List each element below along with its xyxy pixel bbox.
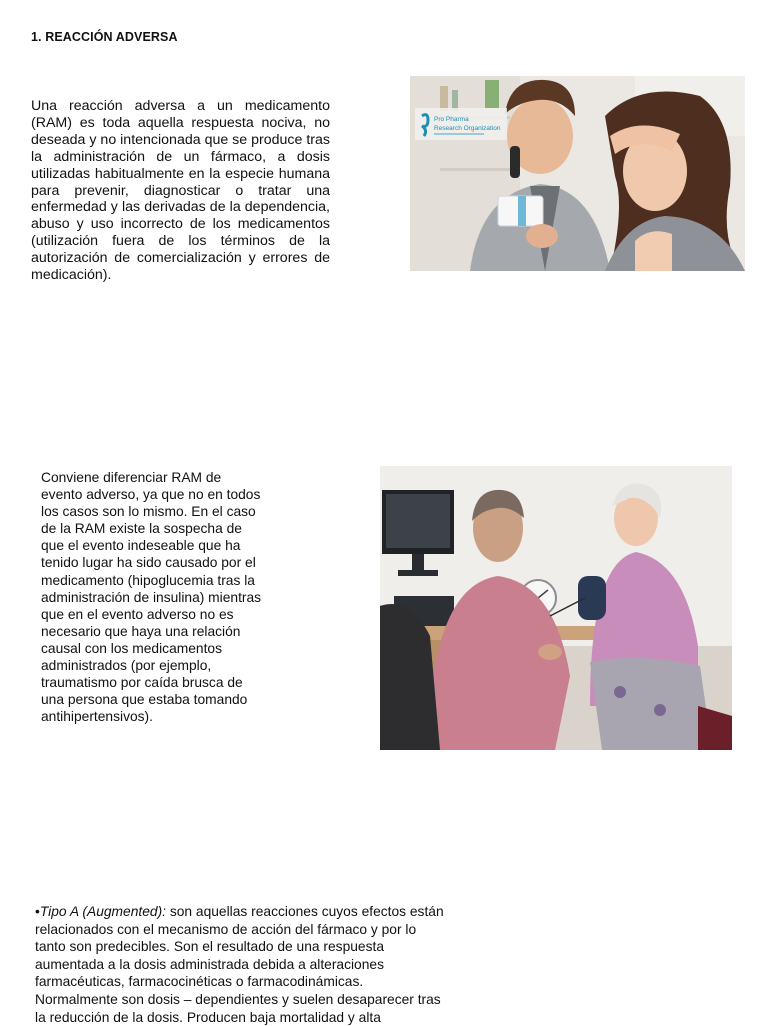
tipo-a-description: son aquellas reacciones cuyos efectos están relacionados con el mecanismo de acción del fármaco y por lo tanto son predecibles. Son el resultado de una respuesta aumentada a la dosis administrada debida a alteraciones farmacéuticas, farmacocinéticas o farmacodinámicas. Normalmente son dosis – dependientes y suelen desaparecer tras la reducción de la dosis. Producen baja mortalidad y alta — [35, 904, 444, 1025]
photo-blood-pressure-check — [380, 466, 732, 750]
paragraph-definition: Una reacción adversa a un medicamento (RAM) es toda aquella respuesta nociva, no deseada y no intencionada que se produce tras la administración de un fármaco, a dosis utilizadas habitualmente en la especie humana para prevenir, diagnosticar o tratar una enfermedad y las derivadas de la dependencia, abuso y uso incorrecto de los medicamentos (utilización fuera de los términos de la autorización de comercialización y errores de medicación). — [31, 98, 330, 284]
paragraph-tipo-a — [35, 903, 445, 1026]
bullet: • — [35, 904, 40, 919]
pro-pharma-logo — [415, 108, 507, 140]
logo-line-2: Research Organization — [434, 125, 501, 132]
logo-line-1: Pro Pharma — [434, 116, 469, 123]
tipo-a-term: Tipo A (Augmented): — [39, 904, 166, 919]
section-heading: 1. REACCIÓN ADVERSA — [31, 30, 178, 44]
paragraph-ram-vs-adverse-event: Conviene diferenciar RAM de evento adverso, ya que no en todos los casos son lo mismo. En el caso de la RAM existe la sospecha de que el evento indeseable que ha tenido lugar ha sido causado por el medicamento (hipoglucemia tras la administración de insulina) mientras que en el evento adverso no es necesario que haya una relación causal con los medicamentos administrados (por ejemplo, traumatismo por caída brusca de una persona que estaba tomando antihipertensivos). — [41, 470, 262, 725]
photo-couple-on-phone — [410, 76, 745, 271]
